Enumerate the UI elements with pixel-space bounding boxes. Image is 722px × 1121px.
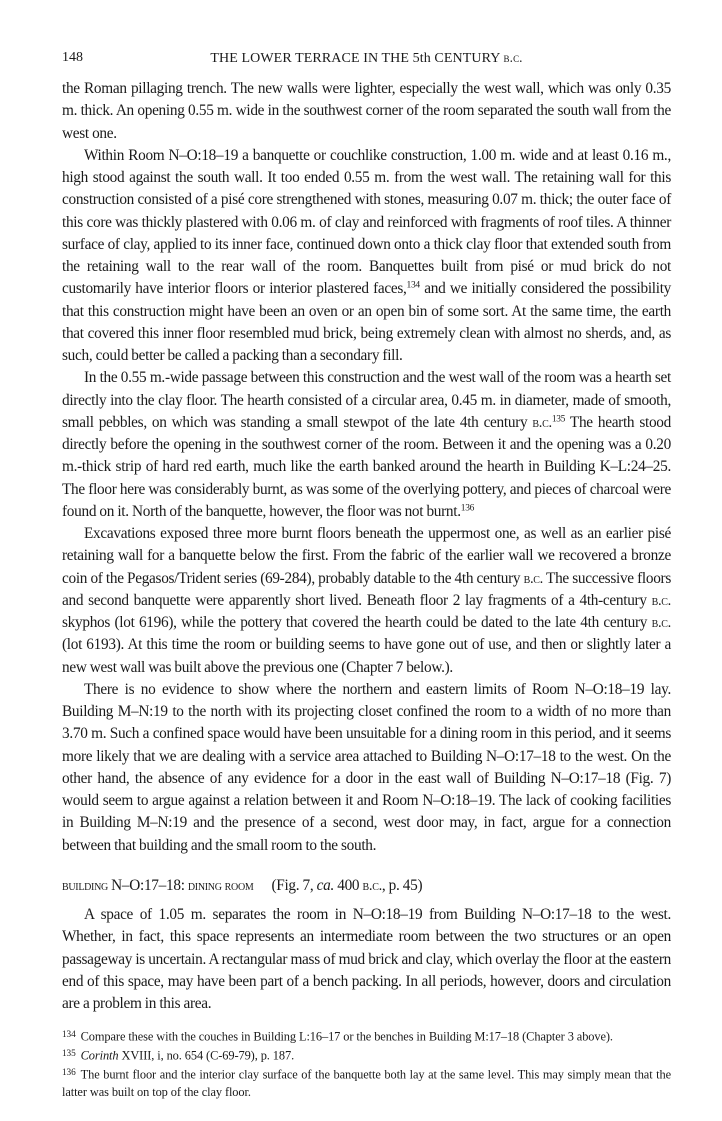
footnote-number: 136 <box>62 1067 76 1078</box>
text-run: Excavations exposed three more burnt floors beneath the uppermost one, as well as an earlier pisé retaining wall for a banquette below the first. From the fabric of the earlier wall we recovered a bronze coin of the Pegasos/Trident series (69-284), probably datable to the 4th century <box>62 525 671 587</box>
page-header <box>62 48 671 68</box>
italic-text: Corinth <box>80 1048 119 1063</box>
small-caps-text: b.c. <box>532 414 552 431</box>
text-run: (lot 6193). At this time the room or building seems to have gone out of use, and then or slightly later a new west wall was built above the previous one (Chapter 7 below.). <box>62 636 671 676</box>
footnote-reference[interactable]: 136 <box>460 503 475 514</box>
text-run: A space of 1.05 m. separates the room in N–O:18–19 from Building N–O:17–18 to the west. Whether, in fact, this space represents an intermediate room between the two structures or an open passageway is uncertain. A rectangular mass of mud brick and clay, which overlay the floor at the eastern end of this space, may have been part of a bench packing. In all periods, however, doors and circulation are a problem in this area. <box>62 906 671 1012</box>
text-run: , p. 45) <box>381 876 423 894</box>
text-run: THE LOWER TERRACE IN THE 5th CENTURY <box>210 51 504 66</box>
footnote-number: 135 <box>62 1049 76 1060</box>
text-run: The hearth stood directly before the opening in the southwest corner of the room. Between it and the opening was a 0.20 m.-thick strip of hard red earth, much like the earth banked around the hearth in Building K–L:24–25. The floor here was considerably burnt, as was some of the overlying pottery, and pieces of charcoal were found on it. North of the banquette, however, the floor was not burnt. <box>62 413 671 520</box>
footnote <box>62 1065 671 1101</box>
small-caps-text: b.c. <box>503 50 523 65</box>
paragraph <box>62 78 671 145</box>
text-run: Compare these with the couches in Building L:16–17 or the benches in Building M:17–18 (Chapter 3 above). <box>80 1029 613 1044</box>
paragraph <box>62 679 671 857</box>
text-run: and we initially considered the possibility that this construction might have been an oven or an open bin of some sort. At the same time, the earth that covered this inner floor resembled mud brick, being extremely clean with almost no sherds, and, as such, could better be called a packing than a secondary fill. <box>62 280 671 364</box>
footnotes <box>62 1027 671 1101</box>
footnote-reference[interactable]: 135 <box>551 414 566 425</box>
text-run: There is no evidence to show where the northern and eastern limits of Room N–O:18–19 lay. Building M–N:19 to the north with its projecting closet confined the room to a width of no more than 3.70 m. Such a confined space would have been unsuitable for a dining room in this period, and it seems more likely that we are dealing with a service area attached to Building N–O:17–18 to the west. On the other hand, the absence of any evidence for a door in the east wall of Building N–O:17–18 (Fig. 7) would seem to argue against a relation between it and Room N–O:18–19. The lack of cooking facilities in Building M–N:19 and the presence of a second, west door may, in fact, argue for a connection between that building and the small room to the south. <box>62 680 671 854</box>
main-text <box>62 78 671 857</box>
section-heading <box>62 875 671 897</box>
text-run: the Roman pillaging trench. The new walls were lighter, especially the west wall, which was only 0.35 m. thick. An opening 0.55 m. wide in the southwest corner of the room separated the south wall from the west one. <box>62 80 671 142</box>
text-run: (Fig. 7, <box>271 876 317 894</box>
italic-text: ca. <box>316 876 334 894</box>
footnote-number: 134 <box>62 1030 76 1041</box>
small-caps-text: dining room <box>187 877 254 894</box>
paragraph <box>62 367 671 523</box>
paragraph <box>62 523 671 679</box>
page-number: 148 <box>62 50 83 65</box>
footnote <box>62 1027 671 1046</box>
text-run: Within Room N–O:18–19 a banquette or couchlike construction, 1.00 m. wide and at least 0.16 m., high stood against the south wall. It too ended 0.55 m. from the west wall. The retaining wall for this construction consisted of a pisé core strengthened with stones, measuring 0.07 m. thick; the outer face of this core was thickly plastered with 0.06 m. of clay and reinforced with fragments of roof tiles. A thinner surface of clay, applied to its inner face, continued down onto a thick clay floor that extended south from the retaining wall to the rear wall of the room. Banquettes built from pisé or mud brick do not customarily have interior floors or interior plastered faces, <box>62 146 671 298</box>
section-figure-reference <box>271 877 422 894</box>
paragraph <box>62 145 671 368</box>
text-run: The burnt floor and the interior clay surface of the banquette both lay at the same level. This may simply mean that the latter was built on top of the clay floor. <box>62 1067 671 1099</box>
small-caps-text: b.c. <box>362 877 382 894</box>
paragraph <box>62 904 671 1015</box>
text-run: 400 <box>334 876 363 894</box>
small-caps-text: b.c. <box>651 615 671 631</box>
footnote-reference[interactable]: 134 <box>406 280 420 291</box>
section-title <box>62 877 253 894</box>
text-run: N–O:17–18: <box>107 876 188 894</box>
text-run: skyphos (lot 6196), while the pottery that covered the hearth could be dated to the late 4th century <box>62 614 652 631</box>
text-run: In the 0.55 m.-wide passage between this construction and the west wall of the room was a hearth set directly into the clay floor. The hearth consisted of a circular area, 0.45 m. in diameter, made of smooth, small pebbles, on which was standing a small stewpot of the late 4th century <box>62 369 671 431</box>
text-run: The successive floors and second banquette were apparently short lived. Beneath floor 2 lay fragments of a 4th-century <box>62 569 671 609</box>
small-caps-text: b.c. <box>523 570 543 587</box>
section-building-n-o-17-18 <box>62 875 671 1016</box>
running-title <box>62 48 671 69</box>
footnote <box>62 1046 671 1065</box>
small-caps-text: b.c. <box>651 592 671 609</box>
text-run: XVIII, i, no. 654 (C-69-79), p. 187. <box>118 1048 295 1063</box>
small-caps-text: building <box>62 877 108 894</box>
